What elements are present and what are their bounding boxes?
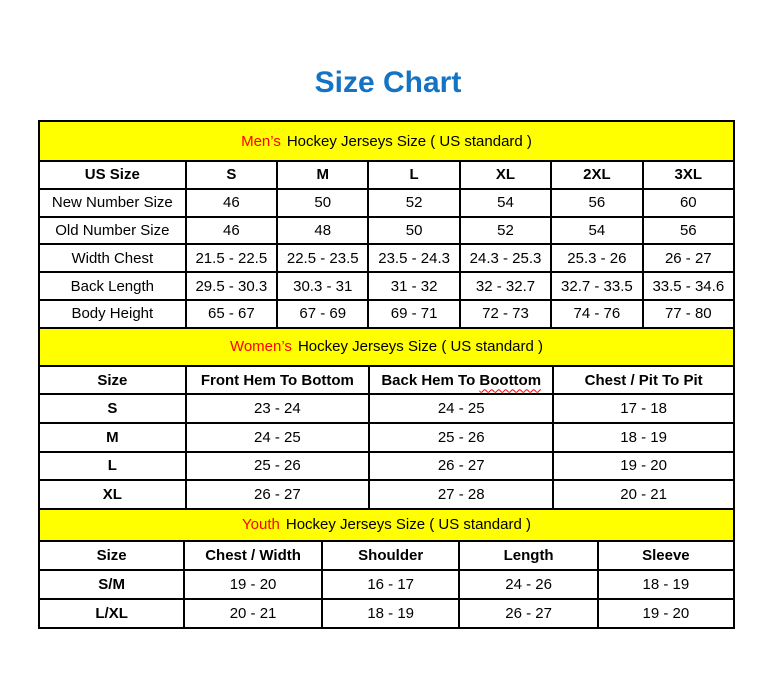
size-value-cell: 67 - 69 xyxy=(277,300,368,328)
column-header: Size xyxy=(39,541,184,570)
youth-band-highlight: Youth xyxy=(242,516,280,534)
size-value-cell: 48 xyxy=(277,217,368,245)
column-header: S xyxy=(186,161,277,189)
column-header: 3XL xyxy=(643,161,734,189)
mens-band-text: Hockey Jerseys Size ( US standard ) xyxy=(286,132,532,150)
womens-table-band xyxy=(39,328,734,366)
mens-table-band xyxy=(39,121,734,161)
column-header: Chest / Pit To Pit xyxy=(553,366,734,395)
row-label: M xyxy=(39,423,186,452)
size-value-cell: 24 - 25 xyxy=(369,394,553,423)
size-value-cell: 65 - 67 xyxy=(186,300,277,328)
column-header-text: Back Hem To xyxy=(381,371,480,389)
size-value-cell: 19 - 20 xyxy=(553,452,734,481)
womens-band-highlight: Women’s xyxy=(229,338,292,356)
size-value-cell: 50 xyxy=(368,217,459,245)
size-value-cell: 33.5 - 34.6 xyxy=(643,272,734,300)
row-label: New Number Size xyxy=(39,189,186,217)
column-header: 2XL xyxy=(551,161,642,189)
row-label: L xyxy=(39,452,186,481)
youth-size-table xyxy=(38,508,735,629)
mens-band-highlight: Men’s xyxy=(241,132,281,150)
size-value-cell: 24 - 26 xyxy=(459,570,597,599)
size-value-cell: 26 - 27 xyxy=(459,599,597,628)
size-value-cell: 46 xyxy=(186,217,277,245)
size-value-cell: 56 xyxy=(551,189,642,217)
size-value-cell: 56 xyxy=(643,217,734,245)
size-value-cell: 50 xyxy=(277,189,368,217)
size-value-cell: 16 - 17 xyxy=(322,570,460,599)
row-label: S/M xyxy=(39,570,184,599)
size-value-cell: 72 - 73 xyxy=(460,300,551,328)
size-value-cell: 69 - 71 xyxy=(368,300,459,328)
mens-size-table xyxy=(38,120,735,329)
row-label: S xyxy=(39,394,186,423)
size-value-cell: 24.3 - 25.3 xyxy=(460,244,551,272)
size-value-cell: 32 - 32.7 xyxy=(460,272,551,300)
row-label: Old Number Size xyxy=(39,217,186,245)
size-value-cell: 60 xyxy=(643,189,734,217)
size-value-cell: 27 - 28 xyxy=(369,480,553,509)
size-value-cell: 74 - 76 xyxy=(551,300,642,328)
row-label: XL xyxy=(39,480,186,509)
youth-table-band xyxy=(39,509,734,541)
size-value-cell: 23.5 - 24.3 xyxy=(368,244,459,272)
size-value-cell: 54 xyxy=(460,189,551,217)
size-value-cell: 52 xyxy=(460,217,551,245)
size-value-cell: 20 - 21 xyxy=(184,599,322,628)
size-tables-container xyxy=(38,120,735,629)
size-value-cell: 21.5 - 22.5 xyxy=(186,244,277,272)
row-label: Width Chest xyxy=(39,244,186,272)
womens-band-text: Hockey Jerseys Size ( US standard ) xyxy=(297,338,544,356)
column-header: M xyxy=(277,161,368,189)
column-header: Length xyxy=(459,541,597,570)
page-title: Size Chart xyxy=(314,66,462,99)
size-value-cell: 20 - 21 xyxy=(553,480,734,509)
size-value-cell: 17 - 18 xyxy=(553,394,734,423)
row-label: L/XL xyxy=(39,599,184,628)
size-value-cell: 19 - 20 xyxy=(598,599,734,628)
size-value-cell: 29.5 - 30.3 xyxy=(186,272,277,300)
size-value-cell: 19 - 20 xyxy=(184,570,322,599)
size-value-cell: 26 - 27 xyxy=(369,452,553,481)
column-header: Front Hem To Bottom xyxy=(186,366,369,395)
column-header: Shoulder xyxy=(322,541,460,570)
size-value-cell: 25 - 26 xyxy=(369,423,553,452)
row-label: Back Length xyxy=(39,272,186,300)
size-value-cell: 30.3 - 31 xyxy=(277,272,368,300)
size-value-cell: 18 - 19 xyxy=(322,599,460,628)
size-value-cell: 24 - 25 xyxy=(186,423,369,452)
size-value-cell: 26 - 27 xyxy=(186,480,369,509)
column-header: Size xyxy=(39,366,186,395)
column-header xyxy=(369,366,553,395)
column-header: L xyxy=(368,161,459,189)
youth-band-text: Hockey Jerseys Size ( US standard ) xyxy=(285,516,531,534)
size-value-cell: 25.3 - 26 xyxy=(551,244,642,272)
size-value-cell: 32.7 - 33.5 xyxy=(551,272,642,300)
column-header: US Size xyxy=(39,161,186,189)
size-value-cell: 52 xyxy=(368,189,459,217)
size-value-cell: 18 - 19 xyxy=(553,423,734,452)
column-header: Chest / Width xyxy=(184,541,322,570)
size-value-cell: 18 - 19 xyxy=(598,570,734,599)
column-header: Sleeve xyxy=(598,541,734,570)
size-value-cell: 25 - 26 xyxy=(186,452,369,481)
size-value-cell: 77 - 80 xyxy=(643,300,734,328)
size-value-cell: 54 xyxy=(551,217,642,245)
womens-size-table xyxy=(38,327,735,510)
size-value-cell: 31 - 32 xyxy=(368,272,459,300)
size-value-cell: 23 - 24 xyxy=(186,394,369,423)
size-value-cell: 22.5 - 23.5 xyxy=(277,244,368,272)
misspelled-word: Boottom xyxy=(479,371,542,389)
size-value-cell: 26 - 27 xyxy=(643,244,734,272)
row-label: Body Height xyxy=(39,300,186,328)
column-header: XL xyxy=(460,161,551,189)
size-value-cell: 46 xyxy=(186,189,277,217)
